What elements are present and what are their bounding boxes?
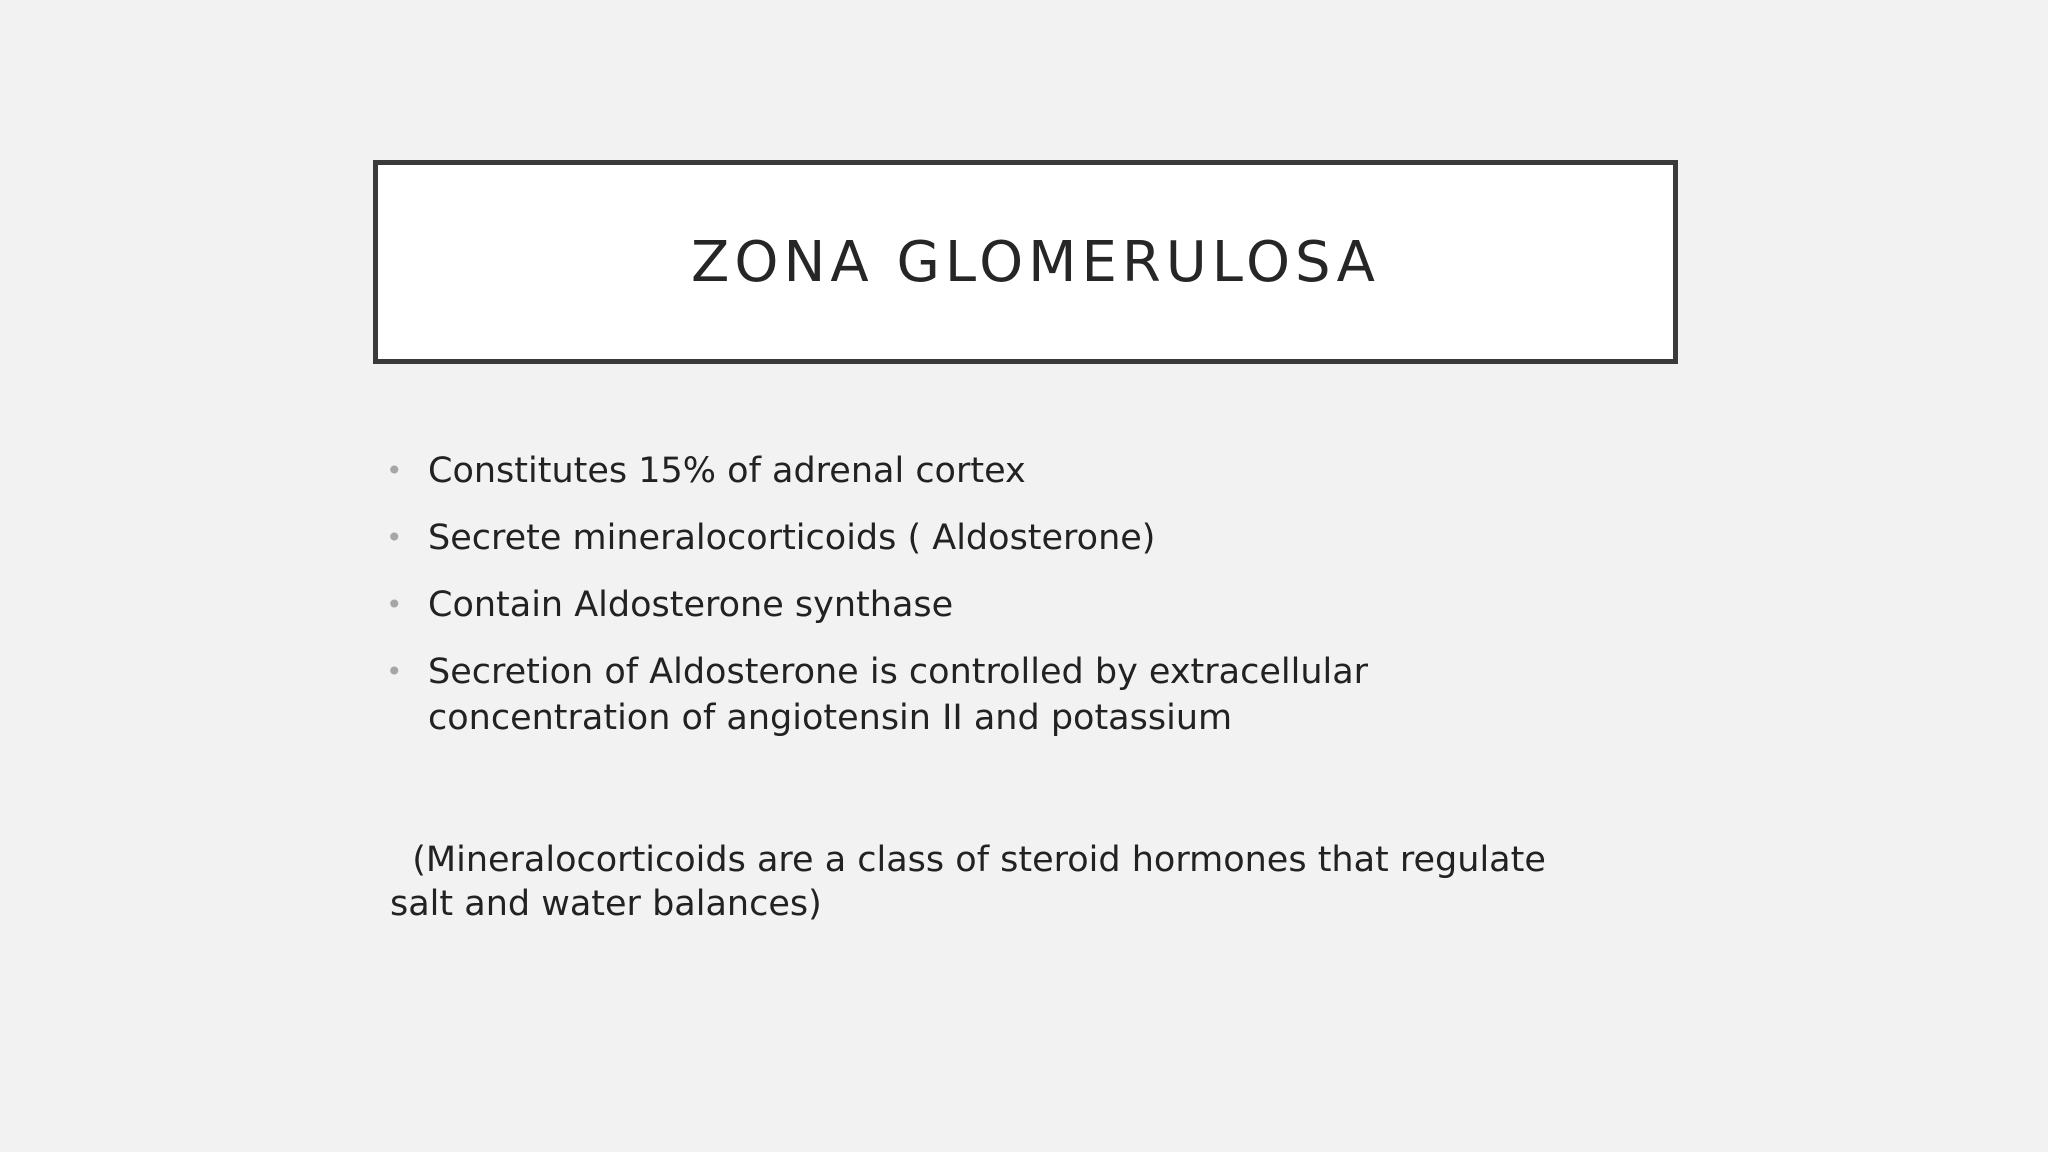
title-box (373, 160, 1678, 364)
bullet-list (386, 448, 1586, 762)
bullet-dot-icon: • (386, 655, 403, 688)
bullet-text: Secrete mineralocorticoids ( Aldosterone) (428, 518, 1156, 558)
bullet-text: Constitutes 15% of adrenal cortex (428, 451, 1026, 491)
bullet-dot-icon: • (386, 588, 403, 621)
bullet-item (386, 649, 1586, 741)
bullet-dot-icon: • (386, 454, 403, 487)
bullet-dot-icon: • (386, 521, 403, 554)
bullet-item (386, 448, 1586, 494)
footnote-text: (Mineralocorticoids are a class of steroid hormones that regulate salt and water balances) (390, 840, 1546, 924)
bullet-text: Secretion of Aldosterone is controlled by extracellular concentration of angiotensin II and potassium (428, 652, 1369, 738)
bullet-item (386, 582, 1586, 628)
slide-title: ZONA GLOMERULOSA (691, 229, 1380, 295)
bullet-item (386, 515, 1586, 561)
bullet-text: Contain Aldosterone synthase (428, 585, 954, 625)
